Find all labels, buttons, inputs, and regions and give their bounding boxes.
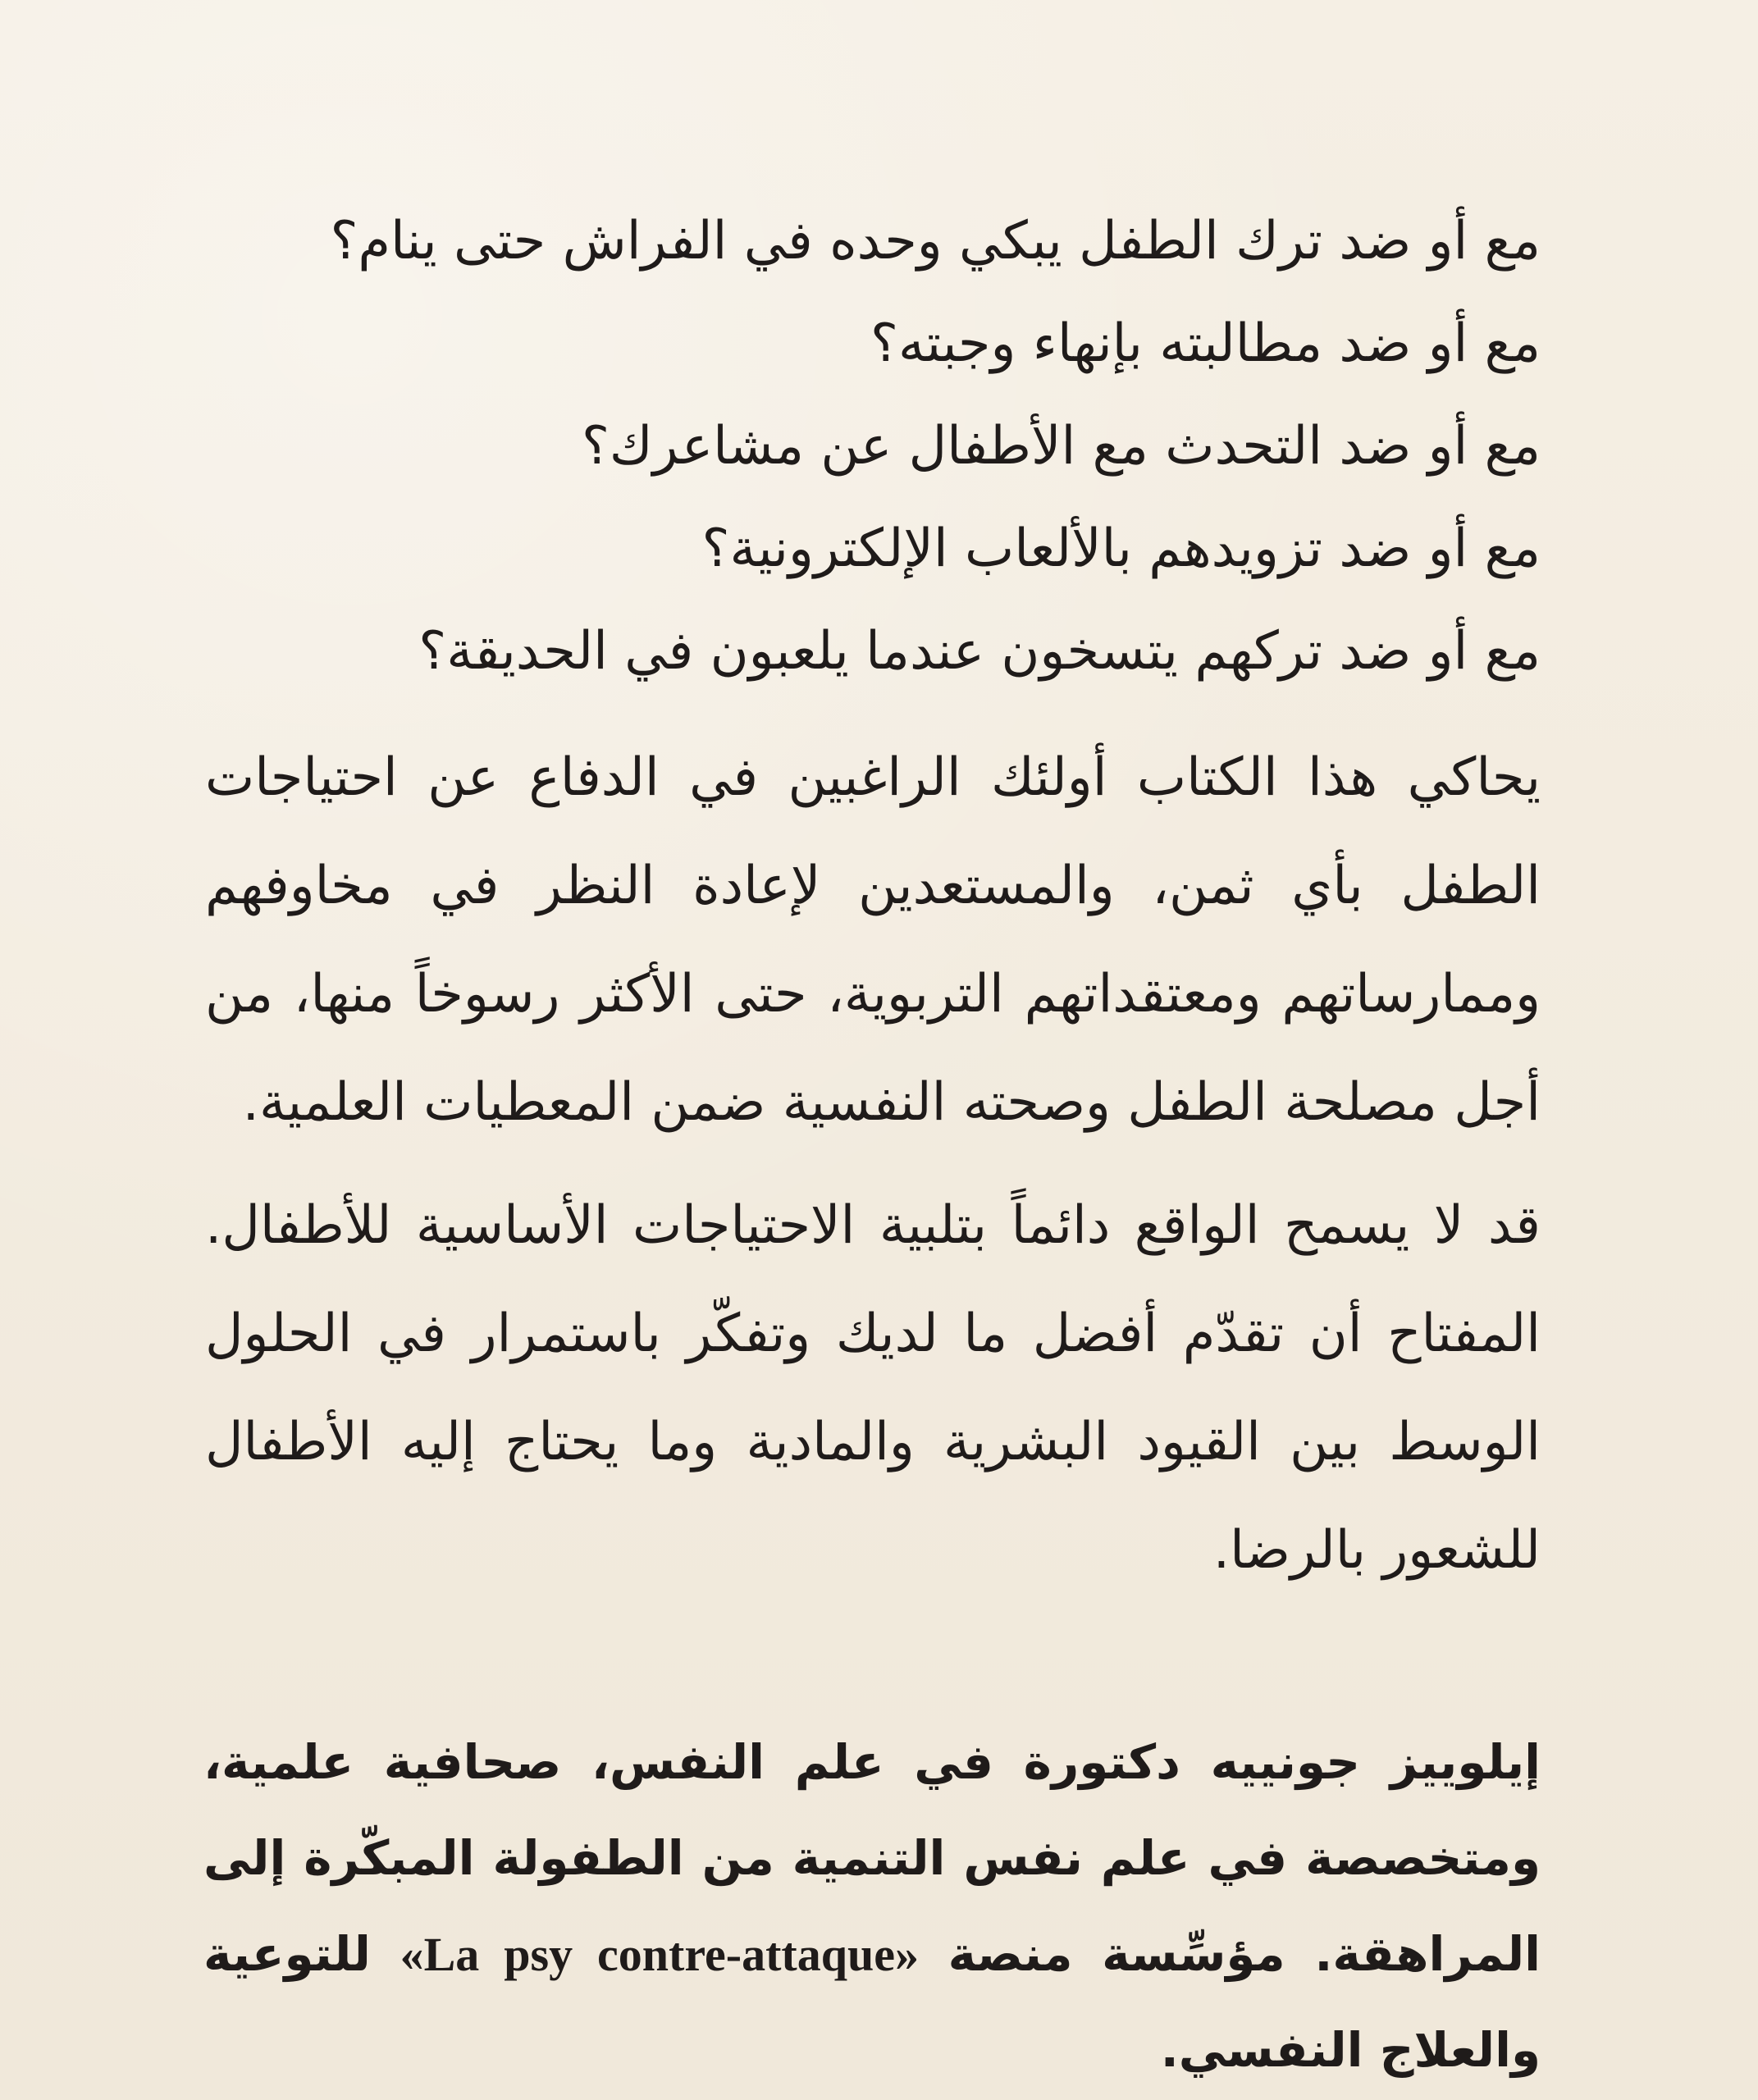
author-bio-text: إيلوييز جونييه دكتورة في علم النفس، صحافية علمية، ومتخصصة في علم نفس التنمية من الطفولة المبكّرة إلى المراهقة. مؤسِّسة منصة	[203, 1734, 1541, 1982]
question-line: مع أو ضد التحدث مع الأطفال عن مشاعرك؟	[581, 416, 1541, 477]
description-paragraph: قد لا يسمح الواقع دائماً بتلبية الاحتياجات الأساسية للأطفال. المفتاح أن تقدّم أفضل ما لديك وتفكّر باستمرار في الحلول الوسط بين القيود البشرية والمادية وما يحتاج إليه الأطفال للشعور بالرضا.	[205, 1195, 1541, 1581]
question-line: مع أو ضد مطالبته بإنهاء وجبته؟	[870, 313, 1541, 374]
question-line: مع أو ضد تزويدهم بالألعاب الإلكترونية؟	[701, 518, 1541, 579]
question-line: مع أو ضد تركهم يتسخون عندما يلعبون في الحديقة؟	[418, 621, 1541, 682]
author-bio-text: للتوعية والعلاج النفسي.	[203, 1926, 1541, 2078]
questions-list	[205, 190, 1541, 703]
platform-name: «La psy contre-attaque»	[400, 1928, 919, 1981]
question-line: مع أو ضد ترك الطفل يبكي وحده في الفراش حتى ينام؟	[330, 211, 1541, 272]
author-bio	[203, 1714, 1541, 2098]
main-text	[205, 190, 1541, 1605]
description-paragraph: يحاكي هذا الكتاب أولئك الراغبين في الدفاع عن احتياجات الطفل بأي ثمن، والمستعدين لإعادة النظر في مخاوفهم وممارساتهم ومعتقداتهم التربوية، حتى الأكثر رسوخاً منها، من أجل مصلحة الطفل وصحته النفسية ضمن المعطيات العلمية.	[205, 747, 1541, 1133]
